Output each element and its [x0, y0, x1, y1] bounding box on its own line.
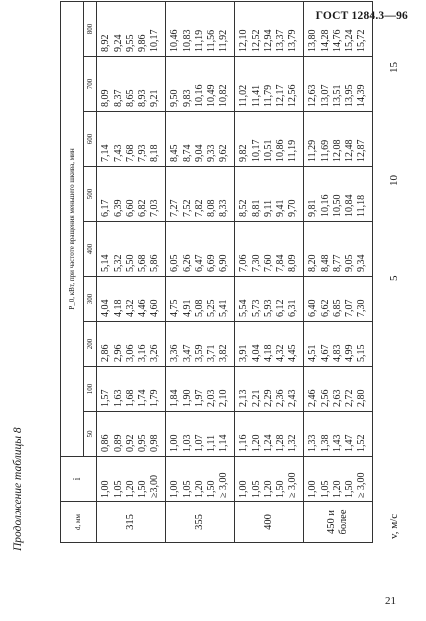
- power-value: 9,33: [206, 144, 218, 162]
- power-value: 6,82: [137, 199, 149, 217]
- power-value: 5,32: [112, 254, 124, 272]
- power-value: 12,48: [344, 139, 356, 162]
- speed-header: 600: [84, 112, 97, 167]
- power-cell: [97, 277, 166, 322]
- power-value: 3,47: [181, 344, 193, 362]
- power-value: 4,18: [262, 344, 274, 362]
- ratio-cell: [166, 457, 235, 502]
- power-value: 9,50: [169, 89, 181, 107]
- ratio-value: 1,05: [250, 480, 262, 498]
- power-value: 13,95: [344, 84, 356, 107]
- power-value: 13,80: [307, 29, 319, 52]
- power-value: 7,84: [275, 254, 287, 272]
- power-value: 2,13: [238, 389, 250, 407]
- power-value: 8,92: [100, 34, 112, 52]
- power-value: 2,96: [112, 344, 124, 362]
- diameter-cell: 355: [166, 502, 235, 543]
- power-value: 9,05: [344, 254, 356, 272]
- power-value: 1,57: [100, 389, 112, 407]
- power-value: 11,41: [250, 84, 262, 107]
- power-value: 1,33: [307, 434, 319, 452]
- power-value: 12,56: [287, 84, 299, 107]
- speed-header: 200: [84, 322, 97, 367]
- power-value: 6,60: [124, 199, 136, 217]
- power-value: 2,29: [262, 389, 274, 407]
- power-cell: [235, 57, 304, 112]
- power-value: 12,08: [331, 139, 343, 162]
- power-value: 0,92: [124, 434, 136, 452]
- power-cell: [97, 412, 166, 457]
- power-value: 10,16: [319, 194, 331, 217]
- diameter-cell: 450 и более: [304, 502, 373, 543]
- power-value: 4,75: [169, 299, 181, 317]
- power-value: 10,83: [181, 29, 193, 52]
- power-value: 7,06: [238, 254, 250, 272]
- ratio-value: ≥ 3,00: [356, 472, 368, 498]
- power-cell: [166, 57, 235, 112]
- power-value: 7,14: [100, 144, 112, 162]
- ratio-value: 1,50: [275, 480, 287, 498]
- power-value: 9,83: [181, 89, 193, 107]
- power-value: 8,52: [238, 199, 250, 217]
- power-value: 4,51: [307, 344, 319, 362]
- table-row: [97, 2, 166, 543]
- power-value: 6,85: [331, 299, 343, 317]
- power-value: 7,07: [344, 299, 356, 317]
- power-value: 12,10: [238, 29, 250, 52]
- power-value: 3,82: [218, 344, 230, 362]
- power-value: 8,20: [307, 254, 319, 272]
- power-value: 11,92: [218, 29, 230, 52]
- power-value: 12,63: [307, 84, 319, 107]
- power-value: 7,93: [137, 144, 149, 162]
- power-cell: [304, 277, 373, 322]
- power-value: 10,46: [169, 29, 181, 52]
- power-value: 6,12: [275, 299, 287, 317]
- power-value: 5,15: [356, 344, 368, 362]
- power-value: 1,84: [169, 389, 181, 407]
- power-cell: [235, 277, 304, 322]
- power-value: 13,07: [319, 84, 331, 107]
- ratio-value: ≥ 3,00: [287, 472, 299, 498]
- power-value: 12,94: [262, 29, 274, 52]
- power-value: 3,26: [149, 344, 161, 362]
- power-value: 14,39: [356, 84, 368, 107]
- power-value: 8,77: [331, 254, 343, 272]
- power-value: 10,51: [262, 139, 274, 162]
- power-value: 2,63: [331, 389, 343, 407]
- power-cell: [235, 367, 304, 412]
- power-value: 12,52: [250, 29, 262, 52]
- speed-header: 800: [84, 2, 97, 57]
- power-cell: [235, 2, 304, 57]
- ratio-value: 1,05: [181, 480, 193, 498]
- power-cell: [166, 222, 235, 277]
- speed-header: 400: [84, 222, 97, 277]
- header-i: i: [61, 457, 97, 502]
- power-value: 3,71: [206, 344, 218, 362]
- power-value: 10,17: [149, 29, 161, 52]
- power-value: 9,55: [124, 34, 136, 52]
- power-value: 2,46: [307, 389, 319, 407]
- power-value: 4,83: [331, 344, 343, 362]
- power-cell: [235, 322, 304, 367]
- power-value: 1,07: [193, 434, 205, 452]
- ratio-cell: [97, 457, 166, 502]
- power-value: 1,74: [137, 389, 149, 407]
- ratio-value: 1,20: [193, 480, 205, 498]
- power-cell: [235, 167, 304, 222]
- power-cell: [97, 2, 166, 57]
- power-value: 7,27: [169, 199, 181, 217]
- power-cell: [97, 57, 166, 112]
- power-value: 2,10: [218, 389, 230, 407]
- power-value: 4,04: [250, 344, 262, 362]
- ratio-cell: [304, 457, 373, 502]
- power-value: 6,40: [307, 299, 319, 317]
- power-cell: [97, 322, 166, 367]
- speed-header: 700: [84, 57, 97, 112]
- power-value: 13,37: [275, 29, 287, 52]
- power-cell: [235, 222, 304, 277]
- power-value: 6,17: [100, 199, 112, 217]
- power-value: 1,63: [112, 389, 124, 407]
- power-value: 14,76: [331, 29, 343, 52]
- velocity-tick: 5: [388, 275, 400, 281]
- power-value: 2,36: [275, 389, 287, 407]
- power-value: 1,24: [262, 434, 274, 452]
- power-value: 6,69: [206, 254, 218, 272]
- speed-header: 300: [84, 277, 97, 322]
- power-value: 3,91: [238, 344, 250, 362]
- power-value: 0,95: [137, 434, 149, 452]
- power-cell: [166, 277, 235, 322]
- ratio-cell: [235, 457, 304, 502]
- power-value: 6,05: [169, 254, 181, 272]
- power-value: 6,90: [218, 254, 230, 272]
- power-value: 6,31: [287, 299, 299, 317]
- power-value: 1,11: [206, 434, 218, 452]
- power-cell: [97, 367, 166, 412]
- power-cell: [166, 167, 235, 222]
- power-value: 4,46: [137, 299, 149, 317]
- speed-header: 500: [84, 167, 97, 222]
- power-value: 8,45: [169, 144, 181, 162]
- power-value: 8,09: [100, 89, 112, 107]
- power-value: 2,72: [344, 389, 356, 407]
- ratio-value: 1,50: [137, 480, 149, 498]
- power-value: 5,54: [238, 299, 250, 317]
- power-cell: [304, 57, 373, 112]
- diameter-cell: 400: [235, 502, 304, 543]
- ratio-value: 1,05: [112, 480, 124, 498]
- ratio-value: 1,05: [319, 480, 331, 498]
- power-value: 6,26: [181, 254, 193, 272]
- power-value: 9,41: [275, 199, 287, 217]
- ratio-value: ≥3,00: [149, 475, 161, 498]
- power-cell: [304, 167, 373, 222]
- power-value: 1,47: [344, 434, 356, 452]
- power-value: 1,32: [287, 434, 299, 452]
- power-value: 1,03: [181, 434, 193, 452]
- power-value: 9,70: [287, 199, 299, 217]
- power-value: 8,81: [250, 199, 262, 217]
- power-value: 8,08: [206, 199, 218, 217]
- power-value: 15,24: [344, 29, 356, 52]
- power-value: 2,43: [287, 389, 299, 407]
- power-value: 15,72: [356, 29, 368, 52]
- power-value: 10,16: [193, 84, 205, 107]
- power-cell: [166, 412, 235, 457]
- power-cell: [304, 412, 373, 457]
- diameter-cell: 315: [97, 502, 166, 543]
- power-value: 8,33: [218, 199, 230, 217]
- power-value: 9,21: [149, 89, 161, 107]
- power-value: 10,50: [331, 194, 343, 217]
- power-value: 4,60: [149, 299, 161, 317]
- power-value: 5,50: [124, 254, 136, 272]
- power-cell: [235, 412, 304, 457]
- velocity-label: v, м/с: [388, 513, 400, 539]
- power-value: 0,98: [149, 434, 161, 452]
- power-cell: [166, 367, 235, 412]
- table-row: [304, 2, 373, 543]
- power-value: 7,82: [193, 199, 205, 217]
- power-value: 2,86: [100, 344, 112, 362]
- power-value: 9,82: [238, 144, 250, 162]
- power-cell: [97, 112, 166, 167]
- velocity-row: [388, 3, 404, 543]
- power-cell: [235, 112, 304, 167]
- power-value: 0,89: [112, 434, 124, 452]
- speed-header: 100: [84, 367, 97, 412]
- power-value: 5,08: [193, 299, 205, 317]
- power-value: 1,97: [193, 389, 205, 407]
- power-value: 8,18: [149, 144, 161, 162]
- ratio-value: 1,00: [169, 480, 181, 498]
- power-cell: [97, 222, 166, 277]
- power-value: 7,60: [262, 254, 274, 272]
- power-value: 9,11: [262, 199, 274, 217]
- ratio-value: ≥ 3,00: [218, 472, 230, 498]
- power-value: 8,48: [319, 254, 331, 272]
- page-number: 21: [385, 595, 396, 607]
- power-value: 1,90: [181, 389, 193, 407]
- power-value: 2,80: [356, 389, 368, 407]
- power-cell: [304, 112, 373, 167]
- power-value: 4,32: [124, 299, 136, 317]
- power-value: 1,14: [218, 434, 230, 452]
- power-value: 5,93: [262, 299, 274, 317]
- table-body: [97, 2, 373, 543]
- power-value: 5,14: [100, 254, 112, 272]
- power-value: 8,65: [124, 89, 136, 107]
- power-cell: [304, 367, 373, 412]
- power-value: 4,91: [181, 299, 193, 317]
- power-cell: [304, 222, 373, 277]
- power-value: 11,19: [287, 139, 299, 162]
- power-cell: [97, 167, 166, 222]
- power-cell: [166, 112, 235, 167]
- power-value: 4,99: [344, 344, 356, 362]
- power-value: 14,28: [319, 29, 331, 52]
- ratio-value: 1,20: [331, 480, 343, 498]
- power-value: 11,19: [193, 29, 205, 52]
- velocity-tick: 10: [388, 175, 400, 186]
- power-value: 9,04: [193, 144, 205, 162]
- power-value: 5,86: [149, 254, 161, 272]
- standard-header: ГОСТ 1284.3—96: [315, 10, 408, 22]
- power-table: [60, 1, 373, 543]
- ratio-value: 1,50: [206, 480, 218, 498]
- power-value: 11,56: [206, 29, 218, 52]
- power-value: 6,47: [193, 254, 205, 272]
- power-value: 1,68: [124, 389, 136, 407]
- power-value: 2,56: [319, 389, 331, 407]
- power-value: 5,25: [206, 299, 218, 317]
- power-value: 1,28: [275, 434, 287, 452]
- power-value: 1,52: [356, 434, 368, 452]
- power-value: 10,49: [206, 84, 218, 107]
- power-value: 11,69: [319, 139, 331, 162]
- power-value: 7,30: [250, 254, 262, 272]
- power-value: 7,68: [124, 144, 136, 162]
- ratio-value: 1,00: [307, 480, 319, 498]
- power-value: 7,43: [112, 144, 124, 162]
- power-value: 9,34: [356, 254, 368, 272]
- power-cell: [166, 2, 235, 57]
- power-value: 2,03: [206, 389, 218, 407]
- power-value: 12,17: [275, 84, 287, 107]
- power-value: 3,16: [137, 344, 149, 362]
- power-value: 4,67: [319, 344, 331, 362]
- table-row: [166, 2, 235, 543]
- power-value: 0,86: [100, 434, 112, 452]
- ratio-value: 1,00: [238, 480, 250, 498]
- power-value: 9,24: [112, 34, 124, 52]
- power-value: 4,04: [100, 299, 112, 317]
- power-value: 11,18: [356, 194, 368, 217]
- ratio-value: 1,20: [262, 480, 274, 498]
- power-value: 8,37: [112, 89, 124, 107]
- power-value: 2,21: [250, 389, 262, 407]
- ratio-value: 1,00: [100, 480, 112, 498]
- power-value: 9,81: [307, 199, 319, 217]
- header-d: d, мм: [61, 502, 97, 543]
- power-value: 3,06: [124, 344, 136, 362]
- power-value: 3,59: [193, 344, 205, 362]
- power-value: 8,74: [181, 144, 193, 162]
- table-caption: Продолжение таблицы 8: [12, 427, 24, 551]
- power-value: 3,36: [169, 344, 181, 362]
- ratio-value: 1,20: [124, 480, 136, 498]
- speed-header: 50: [84, 412, 97, 457]
- power-value: 6,62: [319, 299, 331, 317]
- power-value: 13,51: [331, 84, 343, 107]
- power-value: 10,84: [344, 194, 356, 217]
- power-value: 1,00: [169, 434, 181, 452]
- power-value: 9,62: [218, 144, 230, 162]
- power-value: 6,39: [112, 199, 124, 217]
- table-row: [235, 2, 304, 543]
- power-value: 7,30: [356, 299, 368, 317]
- power-value: 10,17: [250, 139, 262, 162]
- power-cell: [304, 2, 373, 57]
- power-value: 11,29: [307, 139, 319, 162]
- power-value: 1,20: [250, 434, 262, 452]
- power-value: 7,03: [149, 199, 161, 217]
- power-value: 10,82: [218, 84, 230, 107]
- power-value: 1,43: [331, 434, 343, 452]
- power-value: 4,18: [112, 299, 124, 317]
- power-value: 13,79: [287, 29, 299, 52]
- power-value: 5,68: [137, 254, 149, 272]
- power-value: 1,38: [319, 434, 331, 452]
- power-value: 7,52: [181, 199, 193, 217]
- power-value: 8,09: [287, 254, 299, 272]
- power-value: 5,41: [218, 299, 230, 317]
- velocity-tick: 15: [388, 62, 400, 73]
- power-cell: [166, 322, 235, 367]
- power-value: 4,45: [287, 344, 299, 362]
- header-group: P_0, кВт, при частоте вращения меньшего шкива, мин: [61, 2, 84, 457]
- power-value: 9,86: [137, 34, 149, 52]
- power-value: 11,79: [262, 84, 274, 107]
- power-value: 11,02: [238, 84, 250, 107]
- ratio-value: 1,50: [344, 480, 356, 498]
- power-value: 10,86: [275, 139, 287, 162]
- power-value: 1,16: [238, 434, 250, 452]
- power-value: 8,93: [137, 89, 149, 107]
- power-value: 1,79: [149, 389, 161, 407]
- power-value: 4,32: [275, 344, 287, 362]
- power-value: 12,87: [356, 139, 368, 162]
- power-cell: [304, 322, 373, 367]
- power-value: 5,73: [250, 299, 262, 317]
